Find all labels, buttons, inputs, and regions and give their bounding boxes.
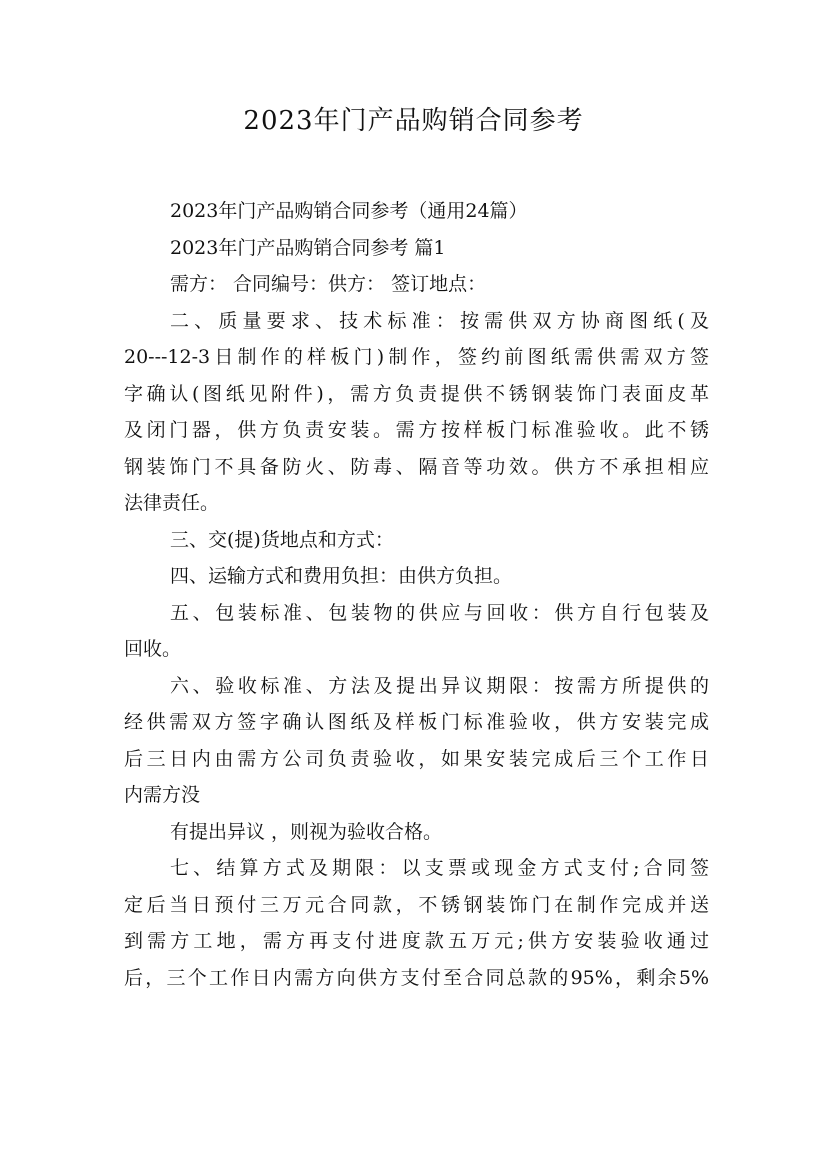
paragraph-line: 有提出异议 ，则视为验收合格。 — [170, 820, 443, 843]
paragraph-line: 回收。 — [124, 638, 182, 660]
document-title: 2023年门产品购销合同参考 — [243, 106, 584, 136]
paragraph-line: 七、结算方式及期限：以支票或现金方式支付;合同签 — [170, 857, 709, 879]
paragraph-line: 字确认(图纸见附件)，需方负责提供不锈钢装饰门表面皮革 — [124, 382, 709, 405]
paragraph-line: 及闭门器，供方负责安装。需方按样板门标准验收。此不锈 — [124, 419, 709, 441]
paragraph-line: 钢装饰门不具备防火、防毒、隔音等功效。供方不承担相应 — [124, 455, 709, 478]
paragraph-line: 后三日内由需方公司负责验收，如果安装完成后三个工作日 — [124, 747, 709, 770]
paragraph-line: 到需方工地，需方再支付进度款五万元;供方安装验收通过 — [124, 930, 709, 952]
paragraph-line: 2023年门产品购销合同参考 篇1 — [170, 236, 446, 259]
paragraph-line: 经供需双方签字确认图纸及样板门标准验收，供方安装完成 — [124, 711, 709, 733]
paragraph-line: 2023年门产品购销合同参考（通用24篇） — [170, 200, 528, 222]
paragraph-line: 内需方没 — [124, 784, 201, 806]
document-body — [124, 193, 709, 996]
paragraph-line: 后，三个工作日内需方向供方支付至合同总款的95%，剩余5% — [124, 966, 709, 989]
paragraph-line: 法律责任。 — [124, 492, 220, 514]
paragraph-line: 五、包装标准、包装物的供应与回收：供方自行包装及 — [170, 601, 709, 624]
paragraph-line: 二、质量要求、技术标准：按需供双方协商图纸(及 — [170, 309, 709, 332]
paragraph-line: 定后当日预付三万元合同款，不锈钢装饰门在制作完成并送 — [124, 893, 709, 916]
paragraph-line: 六、验收标准、方法及提出异议期限：按需方所提供的 — [170, 674, 709, 697]
paragraph-line: 需方： 合同编号：供方： 签订地点： — [170, 273, 487, 295]
paragraph-line: 四、运输方式和费用负担：由供方负担。 — [170, 565, 513, 587]
paragraph-line: 20---12-3日制作的样板门)制作，签约前图纸需供需双方签 — [124, 346, 709, 368]
paragraph-line: 三、交(提)货地点和方式： — [170, 528, 394, 551]
